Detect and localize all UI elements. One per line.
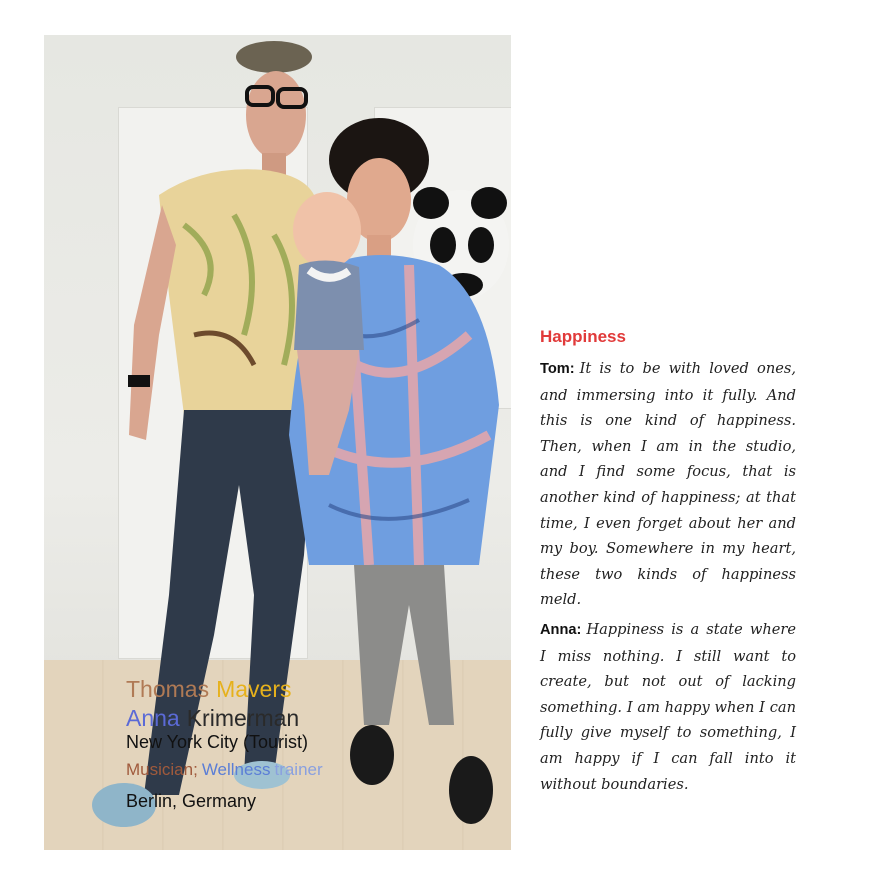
caption-last-name: Krimerman <box>186 705 300 731</box>
caption-first-name: Thomas <box>126 676 210 702</box>
quote-text: It is to be with loved ones, and immersing into it fully. And this is one kind of happiness. Then, when I am in the studio, and I find some focus, that is another kind of happiness; at that time, I even forget about her and my boy. Somewhere in my heart, these two kinds of happiness meld. <box>540 360 796 609</box>
speaker-label: Anna: <box>540 621 582 638</box>
photo-caption <box>126 678 426 810</box>
article-text <box>540 327 796 801</box>
caption-hometown: Berlin, Germany <box>126 791 257 811</box>
caption-first-name: Anna <box>126 705 180 731</box>
baby-figure <box>269 175 379 475</box>
caption-role: Musician; <box>126 760 198 779</box>
caption-last-name: Mavers <box>216 676 292 702</box>
caption-name-anna <box>126 707 426 730</box>
section-heading: Happiness <box>540 327 626 346</box>
caption-city: New York City (Tourist) <box>126 732 309 752</box>
anna-quote <box>540 617 796 797</box>
caption-roles <box>126 761 426 778</box>
family-photo <box>44 35 511 850</box>
tom-quote <box>540 356 796 613</box>
quote-text: Happiness is a state where I miss nothing. I still want to create, but not out of lacking something. I am happy when I can fully give myself to something, I am happy if I can fall into it without boundaries. <box>540 620 796 793</box>
caption-name-tom <box>126 678 426 701</box>
caption-role: Wellness <box>201 760 271 779</box>
speaker-label: Tom: <box>540 361 575 377</box>
caption-role: trainer <box>274 760 323 779</box>
